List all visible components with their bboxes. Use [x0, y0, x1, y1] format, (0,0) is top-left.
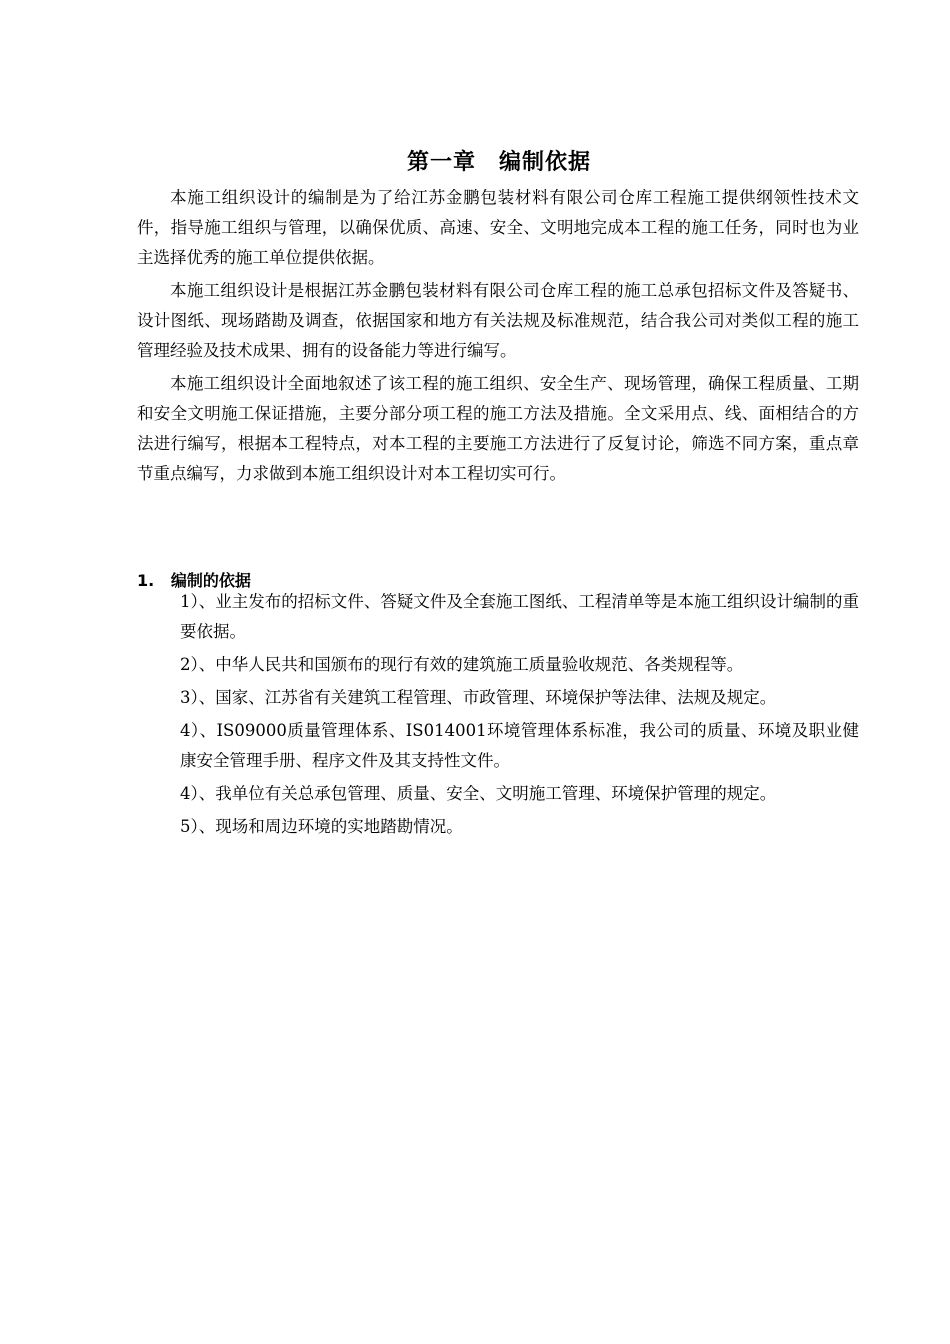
list-item: 1）、业主发布的招标文件、答疑文件及全套施工图纸、工程清单等是本施工组织设计编制的重要依据。	[180, 592, 859, 641]
chapter-title: 第一章 编制依据	[406, 149, 591, 175]
list-item: 4）、IS09000质量管理体系、IS014001环境管理体系标准，我公司的质量、环境及职业健康安全管理手册、程序文件及其支持性文件。	[180, 721, 859, 770]
intro-paragraph: 本施工组织设计的编制是为了给江苏金鹏包装材料有限公司仓库工程施工提供纲领性技术文件，指导施工组织与管理，以确保优质、高速、安全、文明地完成本工程的施工任务，同时也为业主选择优秀的施工单位提供依据。	[137, 188, 859, 267]
intro-paragraph: 本施工组织设计全面地叙述了该工程的施工组织、安全生产、现场管理，确保工程质量、工期和安全文明施工保证措施，主要分部分项工程的施工方法及措施。全文采用点、线、面相结合的方法进行编写，根据本工程特点，对本工程的主要施工方法进行了反复讨论，筛选不同方案，重点章节重点编写，力求做到本施工组织设计对本工程切实可行。	[137, 374, 859, 483]
list-item: 4）、我单位有关总承包管理、质量、安全、文明施工管理、环境保护管理的规定。	[180, 784, 777, 803]
section-heading: 1. 编制的依据	[137, 571, 251, 591]
list-item: 3）、国家、江苏省有关建筑工程管理、市政管理、环境保护等法律、法规及规定。	[180, 688, 777, 707]
basis-list	[180, 587, 859, 845]
list-item: 2）、中华人民共和国颁布的现行有效的建筑施工质量验收规范、各类规程等。	[180, 655, 744, 674]
intro-section	[137, 183, 859, 492]
list-item: 5）、现场和周边环境的实地踏勘情况。	[180, 817, 463, 836]
intro-paragraph: 本施工组织设计是根据江苏金鹏包装材料有限公司仓库工程的施工总承包招标文件及答疑书、设计图纸、现场踏勘及调查，依据国家和地方有关法规及标准规范，结合我公司对类似工程的施工管理经验及技术成果、拥有的设备能力等进行编写。	[137, 281, 859, 360]
